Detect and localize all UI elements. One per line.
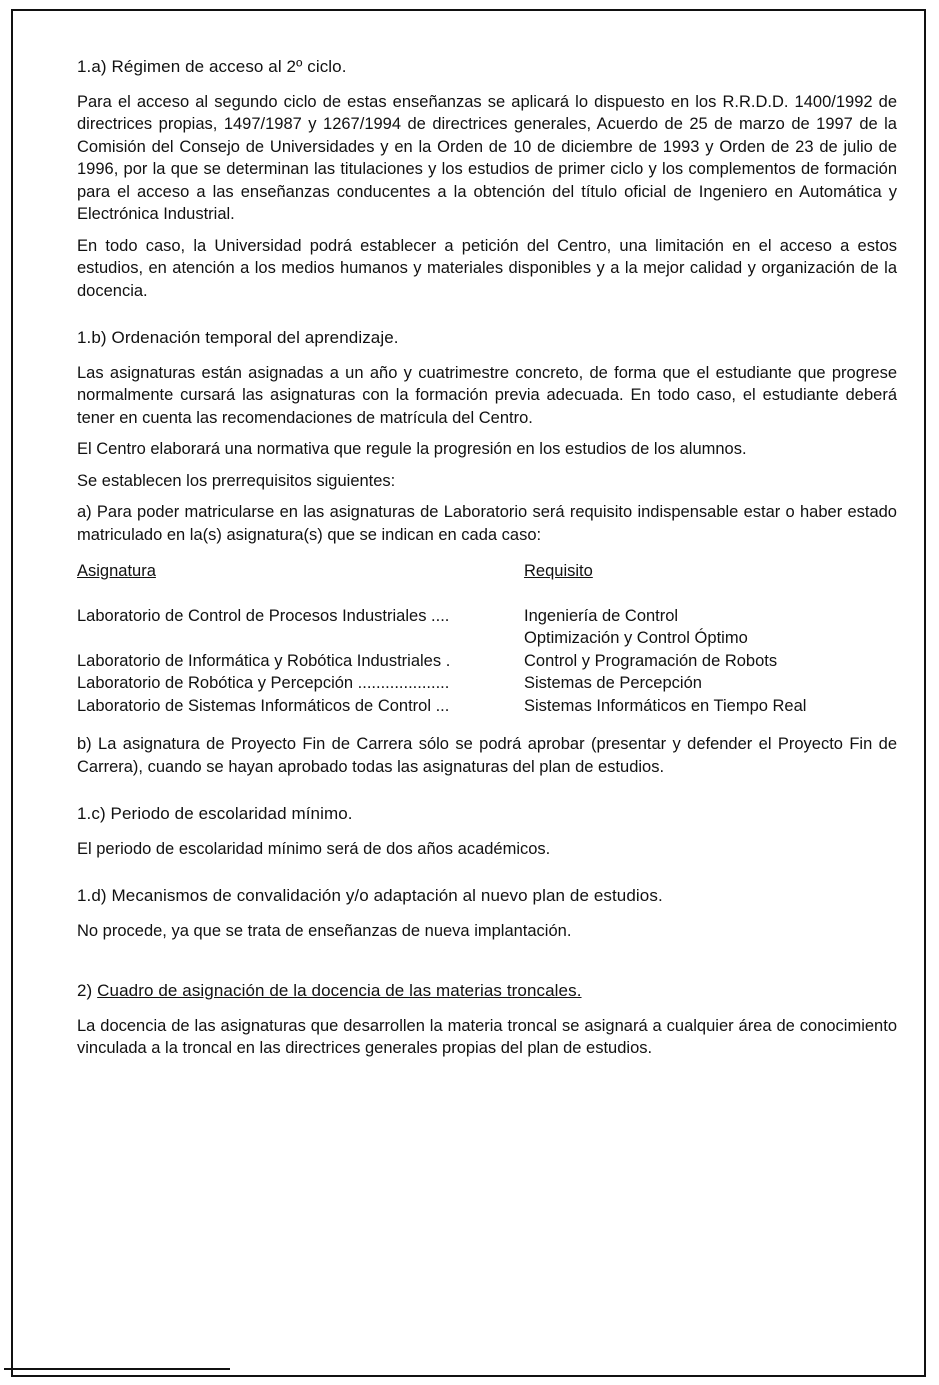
row-requirement: Optimización y Control Óptimo: [524, 629, 748, 647]
section-1b-paragraph-4: a) Para poder matricularse en las asignaturas de Laboratorio será requisito indispensable estar o haber estado matriculado en la(s) asignatura(s) que se indican en cada caso:: [77, 503, 897, 544]
row-requirement: Control y Programación de Robots: [524, 651, 778, 670]
table-row: [77, 650, 897, 673]
row-requirement: Sistemas Informáticos en Tiempo Real: [524, 696, 807, 715]
row-subject: Laboratorio de Robótica y Percepción ....................: [77, 674, 450, 692]
table-row: [77, 672, 897, 695]
section-2-heading: [77, 980, 897, 1003]
row-requirement: Ingeniería de Control: [524, 606, 679, 625]
section-1d-heading: 1.d) Mecanismos de convalidación y/o adaptación al nuevo plan de estudios.: [77, 886, 663, 905]
section-1a-paragraph-1: Para el acceso al segundo ciclo de estas enseñanzas se aplicará lo dispuesto en los R.R.D.D. 1400/1992 de directrices propias, 1497/1987 y 1267/1994 de directrices generales, Acuerdo de 25 de marzo de 1997 de la Comisión del Consejo de Universidades y en la Orden de 10 de diciembre de 1993 y Orden de 23 de julio de 1996, por la que se determinan las titulaciones y los estudios de primer ciclo y los complementos de formación para el acceso a las enseñanzas conducentes a la obtención del título oficial de Ingeniero en Automática y Electrónica Industrial.: [77, 92, 897, 223]
section-2-title: Cuadro de asignación de la docencia de las materias troncales.: [97, 981, 582, 1000]
footer-rule: [4, 1368, 230, 1370]
table-row: [77, 627, 897, 650]
section-1b-paragraph-2: El Centro elaborará una normativa que regule la progresión en los estudios de los alumnos.: [77, 440, 747, 458]
header-requirement: Requisito: [524, 562, 593, 580]
section-1b-paragraph-1: Las asignaturas están asignadas a un año y cuatrimestre concreto, de forma que el estudiante que progrese normalmente cursará las asignaturas con la formación previa adecuada. En todo caso, el estudiante deberá tener en cuenta las recomendaciones de matrícula del Centro.: [77, 363, 897, 427]
prerequisite-table: [77, 605, 897, 718]
row-requirement: Sistemas de Percepción: [524, 674, 702, 692]
section-1b-after-table: b) La asignatura de Proyecto Fin de Carrera sólo se podrá aprobar (presentar y defender el Proyecto Fin de Carrera), cuando se hayan aprobado todas las asignaturas del plan de estudios.: [77, 735, 897, 776]
row-subject: Laboratorio de Control de Procesos Industriales ....: [77, 606, 450, 625]
prerequisite-table-header: [77, 560, 897, 583]
section-1a-heading: 1.a) Régimen de acceso al 2º ciclo.: [77, 57, 347, 76]
section-2-paragraph: La docencia de las asignaturas que desarrollen la materia troncal se asignará a cualquier área de conocimiento vinculada a la troncal en las directrices generales propias del plan de estudios.: [77, 1016, 897, 1057]
section-1b-paragraph-3: Se establecen los prerrequisitos siguientes:: [77, 471, 396, 490]
header-subject: Asignatura: [77, 562, 156, 580]
section-1a-paragraph-2: En todo caso, la Universidad podrá establecer a petición del Centro, una limitación en el acceso a estos estudios, en atención a los medios humanos y materiales disponibles y a la mejor calidad y organización de la docencia.: [77, 236, 897, 300]
row-subject: [77, 627, 524, 650]
section-1c-heading: 1.c) Periodo de escolaridad mínimo.: [77, 804, 353, 823]
table-row: [77, 695, 897, 718]
section-1b-heading: 1.b) Ordenación temporal del aprendizaje.: [77, 328, 399, 347]
section-1c-paragraph: El periodo de escolaridad mínimo será de dos años académicos.: [77, 839, 551, 858]
row-subject: Laboratorio de Sistemas Informáticos de Control ...: [77, 696, 450, 715]
row-subject: Laboratorio de Informática y Robótica Industriales .: [77, 651, 451, 670]
section-2-number: 2): [77, 981, 93, 1000]
document-body: [77, 56, 897, 1069]
table-row: [77, 605, 897, 628]
section-1d-paragraph: No procede, ya que se trata de enseñanzas de nueva implantación.: [77, 921, 572, 940]
